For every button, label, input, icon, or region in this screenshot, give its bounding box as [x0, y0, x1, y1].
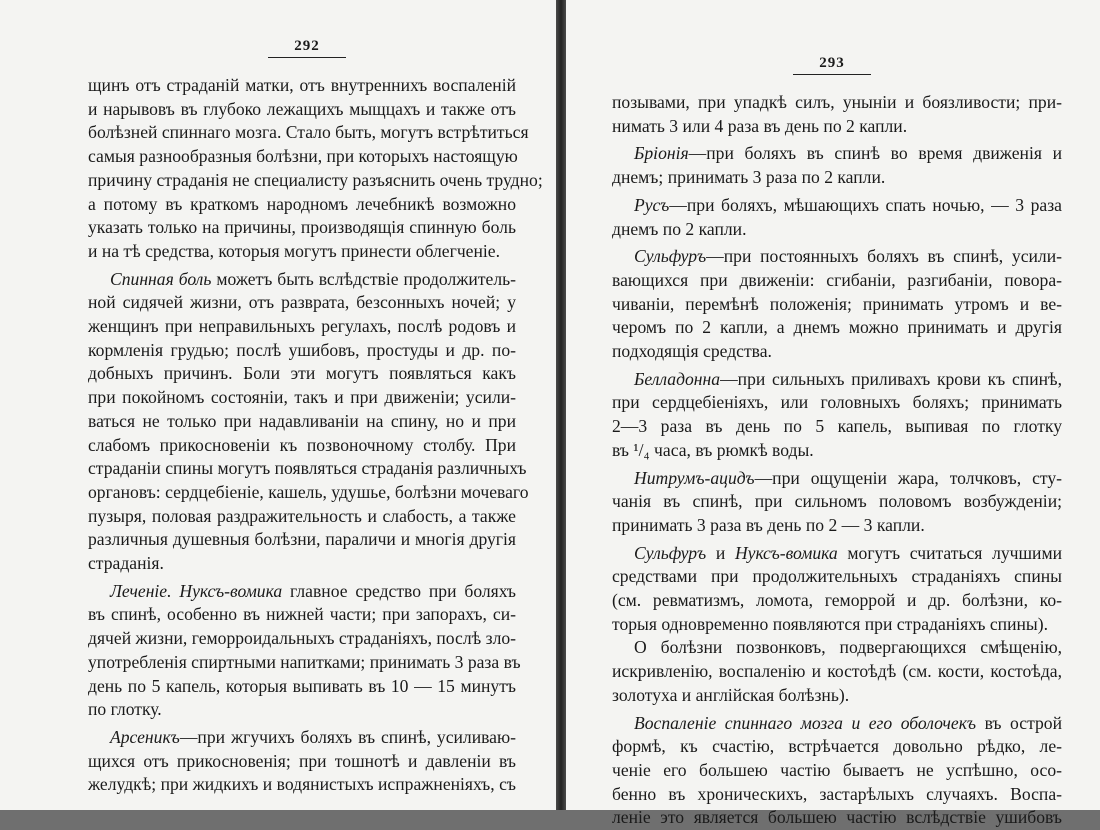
text-line	[612, 245, 1062, 269]
line-text: 2—3 раза въ день по 5 капель, выпивая по глотку	[612, 416, 1062, 437]
text-line	[612, 636, 1062, 660]
line-text: главное средство при боляхъ	[282, 580, 516, 601]
text-line	[612, 194, 1062, 218]
line-text: указать только на причины, производящія спинную боль	[88, 217, 516, 238]
italic-term: Воспаленіе спиннаго мозга и его оболочекъ	[634, 712, 977, 733]
line-text: подходящія средства.	[612, 341, 772, 362]
line-text: добныхъ причинъ. Боли эти могутъ появляться какъ	[88, 363, 516, 384]
right-text-column	[612, 91, 1062, 830]
line-text: ченіе его большею частію бываетъ не успѣшно, осо-	[612, 759, 1062, 780]
line-text: ной сидячей жизни, отъ разврата, безсонныхъ ночей; у	[88, 292, 516, 313]
line-text: —при постоянныхъ боляхъ въ спинѣ, усили-	[706, 246, 1062, 267]
line-text: слабомъ прикосновеніи къ позвоночному столбу. При	[88, 434, 516, 455]
text-line	[88, 240, 516, 264]
text-line	[612, 115, 1062, 139]
italic-term: Бріонія	[634, 143, 689, 164]
line-text: и	[706, 542, 735, 563]
line-text: и на тѣ средства, которыя могутъ принести облегченіе.	[88, 240, 500, 261]
text-line	[612, 467, 1062, 491]
line-text: щинъ отъ страданій матки, отъ внутреннихъ воспаленій	[88, 75, 516, 95]
line-text: —при жгучихъ боляхъ въ спинѣ, усиливаю-	[179, 726, 516, 747]
text-line	[612, 806, 1062, 830]
page-number: 292	[294, 38, 320, 54]
page-number: 293	[819, 55, 845, 71]
line-text: болѣзней спиннаго мозга. Стало быть, могутъ встрѣтиться	[88, 122, 529, 143]
text-line	[612, 660, 1062, 684]
line-text: страданія.	[88, 553, 164, 574]
text-line	[88, 773, 516, 797]
left-page	[0, 0, 556, 810]
text-line	[88, 410, 516, 434]
line-text: при покойномъ состояніи, такъ и при движеніи; усили-	[88, 387, 516, 408]
line-text: принимать 3 раза въ день по 2 — 3 капли.	[612, 514, 925, 535]
line-text: днемъ по 2 капли.	[612, 218, 747, 239]
line-text: страданіи спины могутъ появляться страданія различныхъ	[88, 458, 527, 479]
line-text: —при ощущеніи жара, толчковъ, сту-	[754, 467, 1062, 488]
line-text: могутъ считаться лучшими	[837, 542, 1063, 563]
italic-term: Нуксъ-вомика	[734, 542, 838, 563]
text-line	[612, 391, 1062, 415]
line-text: —при сильныхъ приливахъ крови къ спинѣ,	[720, 368, 1062, 389]
text-line	[88, 603, 516, 627]
text-line	[88, 74, 516, 98]
line-text: торыя одновременно появляются при страданіяхъ спины).	[612, 613, 1048, 634]
text-line	[612, 712, 1062, 736]
text-line	[88, 750, 516, 774]
text-line	[88, 193, 516, 217]
text-line	[612, 565, 1062, 589]
text-line	[612, 514, 1062, 538]
text-line	[612, 542, 1062, 566]
line-text: при сердцебіеніяхъ, или головныхъ боляхъ; принимать	[612, 392, 1062, 413]
line-text: вающихся при движеніи: сгибаніи, разгибаніи, повора-	[612, 269, 1062, 290]
text-line	[88, 216, 516, 240]
text-line	[88, 434, 516, 458]
line-text: пузыря, половая раздражительность и слабость, а также	[88, 505, 516, 526]
italic-term: Спинная боль	[110, 268, 212, 289]
book-gutter	[556, 0, 566, 810]
line-text: органовъ: сердцебіеніе, кашель, удушье, болѣзни мочеваго	[88, 481, 529, 502]
text-line	[612, 142, 1062, 166]
text-line	[612, 735, 1062, 759]
italic-term: Русъ	[634, 194, 670, 215]
line-text: женщинъ при неправильныхъ регулахъ, послѣ родовъ и	[88, 316, 516, 337]
line-text: искривленію, воспаленію и костоѣдѣ (см. кости, костоѣда,	[612, 661, 1062, 682]
text-line	[612, 316, 1062, 340]
line-text: —при боляхъ, мѣшающихъ спать ночью, — 3 раза	[669, 194, 1062, 215]
line-text: чанія въ спинѣ, при сильномъ половомъ возбужденіи;	[612, 491, 1062, 512]
line-text: употребленія спиртными напитками; принимать 3 раза въ	[88, 651, 521, 672]
text-line	[612, 91, 1062, 115]
line-text: средствами при продолжительныхъ страданіяхъ спины	[612, 566, 1062, 587]
line-text: въ ¹/₄ часа, въ рюмкѣ воды.	[612, 439, 814, 460]
line-text: —при боляхъ въ спинѣ во время движенія и	[688, 143, 1062, 164]
text-line	[612, 218, 1062, 242]
text-line	[88, 457, 527, 481]
italic-term: Леченіе. Нуксъ-вомика	[110, 580, 283, 601]
text-line	[88, 505, 516, 529]
line-text: щихся отъ прикосновенія; при тошнотѣ и давленіи въ	[88, 750, 516, 771]
text-line	[88, 362, 516, 386]
page-number-rule	[268, 57, 346, 58]
text-line	[612, 490, 1062, 514]
line-text: чиваніи, перемѣнѣ положенія; принимать утромъ и ве-	[612, 293, 1062, 314]
text-line	[88, 145, 516, 169]
text-line	[612, 684, 1062, 708]
line-text: золотуха и англійская болѣзнь).	[612, 684, 850, 705]
text-line	[88, 481, 529, 505]
text-line	[88, 339, 516, 363]
text-line	[612, 293, 1062, 317]
text-line	[612, 415, 1062, 439]
text-line	[88, 98, 516, 122]
text-line	[88, 386, 516, 410]
italic-term: Арсеникъ	[110, 726, 180, 747]
line-text: бенно въ хроническихъ, застарѣлыхъ случаяхъ. Воспа-	[612, 783, 1062, 804]
text-line	[88, 121, 529, 145]
text-line	[612, 589, 1062, 613]
text-line	[88, 528, 516, 552]
text-line	[612, 269, 1062, 293]
text-line	[88, 580, 516, 604]
line-text: самыя разнообразныя болѣзни, при которыхъ настоящую	[88, 146, 518, 167]
line-text: кормленія грудью; послѣ ушибовъ, простуды и др. по-	[88, 339, 516, 360]
italic-term: Нитрумъ-ацидъ	[634, 467, 755, 488]
line-text: причину страданія не специалисту разъяснить очень трудно;	[88, 169, 543, 190]
line-text: (см. ревматизмъ, ломота, геморрой и др. болѣзни, ко-	[612, 590, 1062, 611]
text-line	[612, 340, 1062, 364]
line-text: формѣ, къ счастію, встрѣчается довольно рѣдко, ле-	[612, 736, 1062, 757]
text-line	[88, 315, 516, 339]
text-line	[612, 759, 1062, 783]
line-text: желудкѣ; при жидкихъ и водянистыхъ испражненіяхъ, съ	[88, 774, 516, 795]
line-text: днемъ; принимать 3 раза по 2 капли.	[612, 167, 886, 188]
text-line	[88, 675, 516, 699]
line-text: О болѣзни позвонковъ, подвергающихся смѣщенію,	[634, 637, 1062, 658]
line-text: а потому въ краткомъ народномъ лечебникѣ возможно	[88, 193, 516, 214]
text-line	[88, 268, 516, 292]
line-text: по глотку.	[88, 699, 162, 720]
line-text: можетъ быть вслѣдствіе продолжитель-	[211, 268, 517, 289]
italic-term: Белладонна	[634, 368, 721, 389]
text-line	[88, 726, 516, 750]
text-line	[612, 368, 1062, 392]
text-line	[612, 439, 1062, 463]
text-line	[88, 651, 521, 675]
text-line	[88, 291, 516, 315]
line-text: ваться не только при надавливаніи на спину, но и при	[88, 410, 516, 431]
page-number-rule	[793, 74, 871, 75]
line-text: день по 5 капель, которыя выпивать въ 10 — 15 минутъ	[88, 675, 516, 696]
italic-term: Сульфуръ	[634, 246, 707, 267]
italic-term: Сульфуръ	[634, 542, 707, 563]
text-line	[612, 613, 1062, 637]
line-text: дячей жизни, геморроидальныхъ страданіяхъ, послѣ зло-	[88, 628, 516, 649]
text-line	[88, 627, 516, 651]
text-line	[612, 166, 1062, 190]
line-text: леніе это является большею частію вслѣдствіе ушибовъ	[612, 807, 1062, 828]
text-line	[88, 698, 516, 722]
line-text: въ острой	[976, 712, 1062, 733]
line-text: позывами, при упадкѣ силъ, уныніи и боязливости; при-	[612, 92, 1062, 112]
line-text: нимать 3 или 4 раза въ день по 2 капли.	[612, 115, 908, 136]
text-line	[88, 552, 516, 576]
right-page	[566, 0, 1100, 828]
line-text: въ спинѣ, особенно въ нижней части; при запорахъ, си-	[88, 604, 516, 625]
line-text: различныя душевныя болѣзни, параличи и многія другія	[88, 529, 516, 550]
text-line	[88, 169, 543, 193]
left-text-column	[88, 74, 543, 797]
text-line	[612, 783, 1062, 807]
line-text: и нарывовъ въ глубоко лежащихъ мыщцахъ и также отъ	[88, 98, 516, 119]
line-text: черомъ по 2 капли, а днемъ можно принимать и другія	[612, 317, 1062, 338]
